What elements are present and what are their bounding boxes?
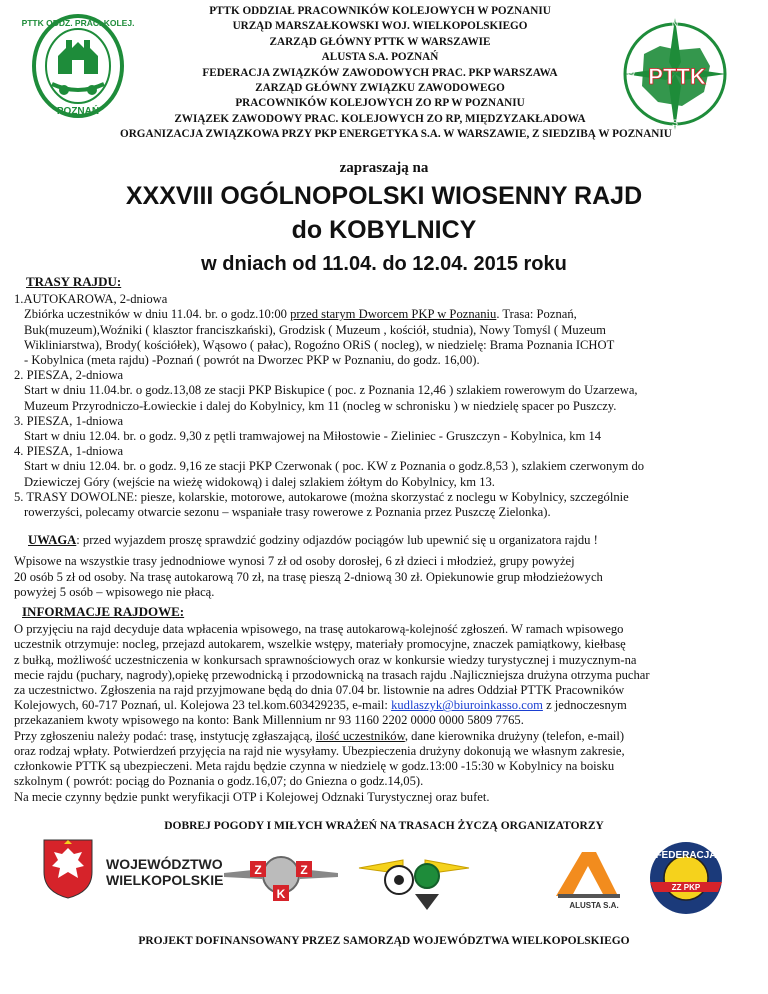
wielkopolskie-logo-text: WOJEWÓDZTWO WIELKOPOLSKIE: [106, 856, 224, 888]
zzk-union-logo: [222, 855, 340, 905]
info-text: przekazaniem kwoty wpisowego na konto: Bank Millennium nr 93 1160 2202 0000 0000 5809 7765.: [14, 713, 524, 728]
route-1-desc: - Kobylnica (meta rajdu) -Poznań ( powrót na Dworzec PKP w Poznaniu, do godz. 16,00).: [24, 353, 480, 368]
info-text: za uczestnictwo. Zgłoszenia na rajd przyjmowane będą do dnia 07.04 br. listownie na adres Oddział PTTK Pracowników: [14, 683, 625, 698]
info-text: Przy zgłoszeniu należy podać: trasę, instytucję zgłaszającą, ilość uczestników, dane kierownika drużyny (telefon, e-mail): [14, 728, 625, 743]
participants-count-note: ilość uczestników: [315, 728, 405, 743]
route-4-desc: Dziewiczej Góry (wejście na wieżę widokową) i dalej szlakiem żółtym do Kobylnicy, km 13.: [24, 474, 495, 489]
event-title: XXXVIII OGÓLNOPOLSKI WIOSENNY RAJD: [125, 182, 643, 210]
org-line: ORGANIZACJA ZWIĄZKOWA PRZY PKP ENERGETYKA S.A. W WARSZAWIE, Z SIEDZIBĄ W POZNANIU: [120, 128, 672, 141]
svg-text:S: S: [671, 118, 679, 128]
svg-text:W: W: [626, 69, 636, 79]
org-line: ZWIĄZEK ZAWODOWY PRAC. KOLEJOWYCH ZO RP, MIĘDZYZAKŁADOWA: [174, 112, 586, 125]
event-dates: w dniach od 11.04. do 12.04. 2015 roku: [201, 253, 567, 275]
org-line: PRACOWNIKÓW KOLEJOWYCH ZO RP W POZNANIU: [235, 97, 525, 110]
svg-text:FEDERACJA: FEDERACJA: [655, 850, 717, 861]
org-line: ZARZĄD GŁÓWNY PTTK W WARSZAWIE: [269, 35, 491, 48]
fee-info: 20 osób 5 zł od osoby. Na trasę autokarową 70 zł, na trasę pieszą 2-dniową 30 zł. Opiekunowie grup młodzieżowych: [14, 569, 603, 584]
route-2-desc: Muzeum Przyrodniczo-Łowieckie i dalej do Kobylnicy, km 11 (nocleg w schronisku ) w niedzielę spacer po Puszczy.: [24, 398, 617, 413]
wielkopolska-coat-of-arms: [42, 838, 94, 900]
invite-text: zapraszają na: [339, 160, 429, 176]
pttk-poznan-logo: [21, 14, 135, 120]
routes-heading: TRASY RAJDU:: [26, 274, 122, 289]
svg-text:POZNAŃ: POZNAŃ: [56, 106, 100, 117]
slogan: DOBREJ POGODY I MIŁYCH WRAŻEŃ NA TRASACH ŻYCZĄ ORGANIZATORZY: [164, 820, 604, 832]
info-text: mecie rajdu (puchary, nagrody),opiekę przewodnicką i przodownicką na trasach rajdu .Najliczniejsza drużyna otrzyma puchar: [14, 667, 650, 682]
info-text: O przyjęciu na rajd decyduje data wpłacenia wpisowego, na trasę autokarową-kolejność zgłoszeń. W ramach wpisowego: [14, 622, 624, 637]
info-text: uczestnik otrzymuje: nocleg, przejazd autokarem, wszelkie wstępy, materiały promocyjne, znaczek pamiątkowy, kiełbasę: [14, 637, 626, 652]
route-1-desc: Wikliniarstwa), Brody( kościółek), Wąsowo ( pałac), Rogoźno ORiS ( nocleg), w niedzielę: Brama Poznania ICHOT: [24, 337, 615, 352]
info-text: szkolnym ( powrót: pociąg do Poznania o godz.16,07; do Gniezna o godz.14,05).: [14, 774, 424, 789]
svg-text:Z: Z: [300, 863, 308, 877]
org-line: ALUSTA S.A. POZNAŃ: [321, 51, 439, 64]
route-5-desc: rowerzyści, polecamy otwarcie sezonu – wspaniałe trasy rowerowe z Poznania przez Puszczę Zielonka).: [24, 505, 551, 520]
info-text: Kolejowych, 60-717 Poznań, ul. Kolejowa 23 tel.kom.603429235, e-mail: kudlaszyk@biuroinkasso.com z jednoczesnym: [14, 698, 627, 713]
event-destination: do KOBYLNICY: [291, 216, 477, 244]
info-heading: INFORMACJE RAJDOWE:: [22, 604, 185, 620]
route-2-title: 2. PIESZA, 2-dniowa: [14, 368, 124, 383]
route-3-desc: Start w dniu 12.04. br. o godz. 9,30 z pętli tramwajowej na Miłostowie - Zieliniec - Gruszczyn - Kobylnica, km 14: [24, 429, 602, 444]
org-line: FEDERACJA ZWIĄZKÓW ZAWODOWYCH PRAC. PKP WARSZAWA: [202, 66, 558, 79]
svg-text:Z: Z: [254, 863, 262, 877]
svg-text:ALUSTA S.A.: ALUSTA S.A.: [569, 901, 619, 910]
route-5-title: 5. TRASY DOWOLNE: piesze, kolarskie, motorowe, autokarowe (można skorzystać z noclegu w Kobylnicy, szczególnie: [14, 489, 629, 504]
route-2-desc: Start w dniu 11.04.br. o godz.13,08 ze stacji PKP Biskupice ( poc. z Poznania 12,46 ) szlakiem rowerowym do Uzarzewa,: [24, 383, 638, 398]
main-content: [14, 274, 759, 805]
project-funding-note: PROJEKT DOFINANSOWANY PRZEZ SAMORZĄD WOJEWÓDZTWA WIELKOPOLSKIEGO: [138, 935, 630, 947]
route-4-desc: Start w dniu 12.04. br. o godz. 9,16 ze stacji PKP Czerwonak ( poc. KW z Poznania o godz.8,53 ), szlakiem czerwonym do: [24, 459, 645, 474]
warning-note: UWAGA: przed wyjazdem proszę sprawdzić godziny odjazdów pociągów lub upewnić się u organizatora rajdu !: [28, 533, 598, 548]
fee-info: Wpisowe na wszystkie trasy jednodniowe wynosi 7 zł od osoby dorosłej, 6 zł dzieci i młodzież, grupy powyżej: [14, 554, 575, 569]
org-line: URZĄD MARSZAŁKOWSKI WOJ. WIELKOPOLSKIEGO: [232, 20, 528, 33]
route-1-desc: Zbiórka uczestników w dniu 11.04. br. o godz.10:00 przed starym Dworcem PKP w Poznaniu. Trasa: Poznań,: [24, 307, 577, 322]
organizers-header: [120, 4, 672, 143]
route-3-title: 3. PIESZA, 1-dniowa: [14, 413, 124, 428]
railway-tourism-badge: [355, 840, 473, 912]
svg-text:K: K: [276, 887, 286, 901]
federacja-logo: [640, 838, 732, 918]
info-text: członkowie PTTK są ubezpieczeni. Meta rajdu będzie czynna w niedzielę w godz.13:00 -15:30 w Kobylnicy na boisku: [14, 759, 615, 774]
route-4-title: 4. PIESZA, 1-dniowa: [14, 444, 124, 459]
route-1-desc: Buk(muzeum),Woźniki ( klasztor franciszkański), Grodzisk ( Muzeum , kościół, studnia), Nowy Tomyśl ( Muzeum: [24, 322, 606, 337]
svg-text:N: N: [671, 19, 679, 29]
meeting-point: przed starym Dworcem PKP w Poznaniu: [290, 307, 497, 322]
info-text: Na mecie czynny będzie punkt weryfikacji OTP i Kolejowej Odznaki Turystycznej oraz bufet.: [14, 789, 490, 804]
email-link[interactable]: kudlaszyk@biuroinkasso.com: [391, 698, 543, 713]
alusta-logo: [530, 848, 630, 910]
svg-text:ZZ PKP: ZZ PKP: [671, 883, 701, 892]
org-line: ZARZĄD GŁÓWNY ZWIĄZKU ZAWODOWEGO: [255, 82, 505, 95]
org-line: PTTK ODDZIAŁ PRACOWNIKÓW KOLEJOWYCH W POZNANIU: [209, 5, 551, 17]
fee-info: powyżej 5 osób – wpisowego nie płacą.: [14, 584, 215, 599]
svg-text:PTTK ODDZ. PRAC. KOLEJ.: PTTK ODDZ. PRAC. KOLEJ.: [21, 18, 135, 28]
info-text: z bułką, możliwość uczestniczenia w konkursach sprawnościowych oraz w konkursie wiedzy turystycznej i muzycznym-na: [14, 652, 637, 667]
warning-label: UWAGA: [28, 533, 77, 548]
svg-text:PTTK: PTTK: [648, 64, 706, 89]
info-text: oraz rodzaj wpłaty. Potwierdzeń przyjęcia na rajd nie wysyłamy. Ubezpieczenia drużyny dokonują we własnym zakresie,: [14, 743, 625, 758]
route-1-title: 1.AUTOKAROWA, 2-dniowa: [14, 292, 168, 307]
